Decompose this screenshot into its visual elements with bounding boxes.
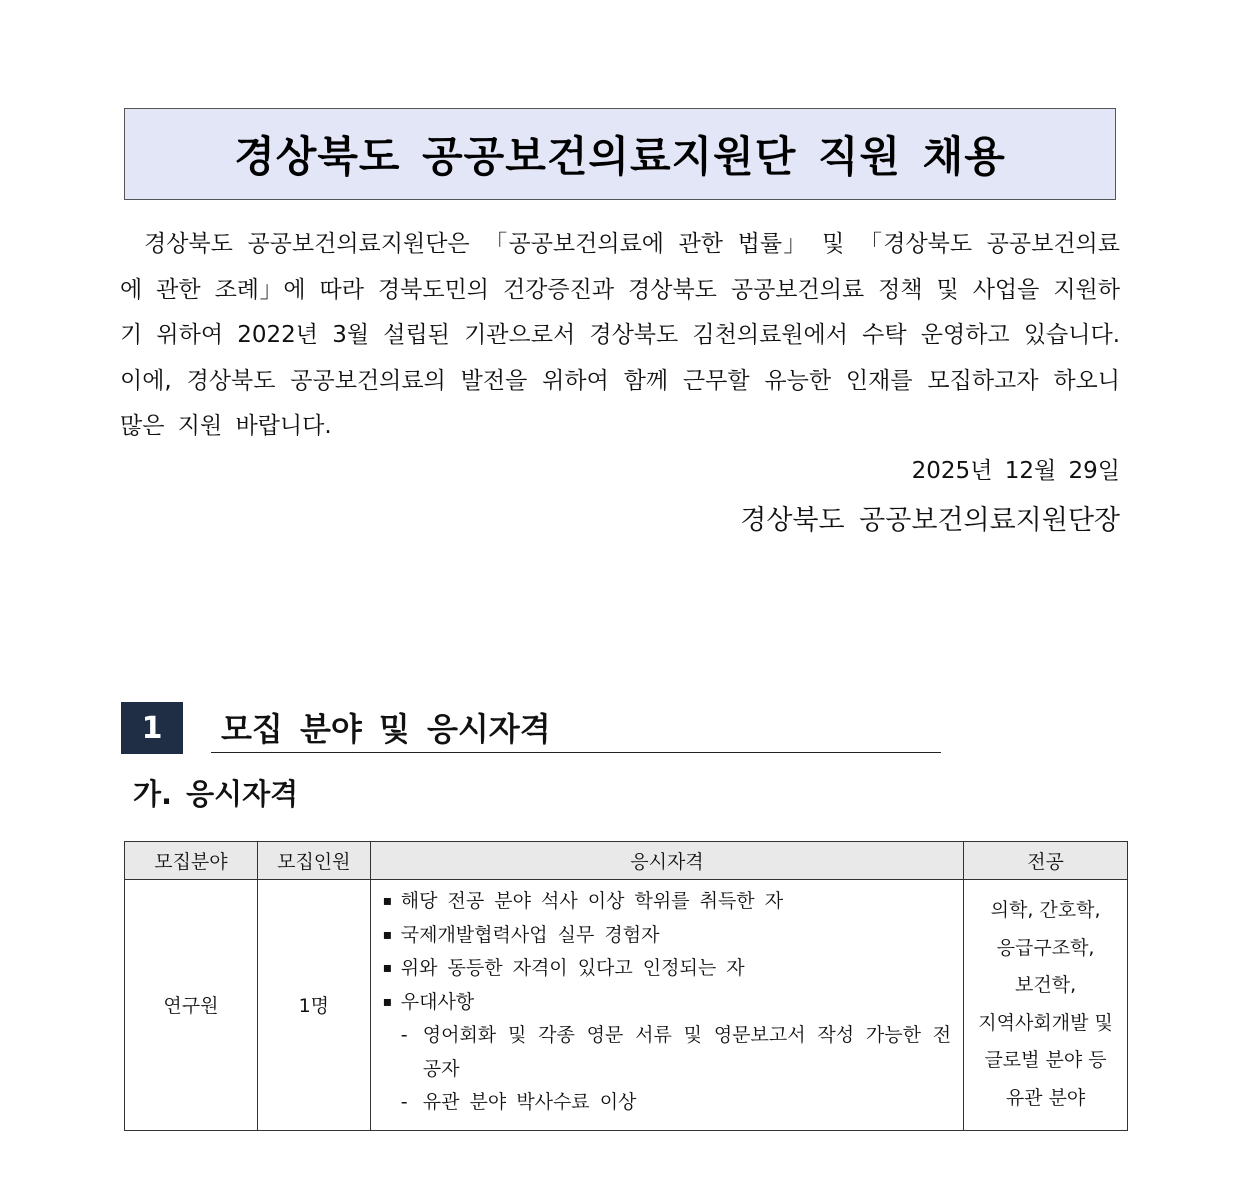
page-title: 경상북도 공공보건의료지원단 직원 채용 [234,132,1006,181]
announcement-date: 2025년 12월 29일 [911,458,1120,484]
cell-count: 1명 [257,880,370,1131]
table-header-row [125,842,1128,880]
section-heading [211,702,941,753]
qualification-item [383,885,951,919]
section-number-badge: 1 [121,702,183,754]
subsection-title: 가. 응시자격 [133,777,299,811]
bullet-icon: ▪ [382,893,393,909]
major-line: 유관 분야 [1005,1086,1086,1109]
major-line: 지역사회개발 및 [978,1011,1113,1034]
dash-icon: - [400,1024,408,1046]
qualification-text: 국제개발협력사업 실무 경험자 [400,923,660,946]
preference-item [383,1086,951,1120]
major-line: 보건학, [1015,974,1077,997]
header-qualification: 응시자격 [370,842,963,880]
preference-item [383,1019,951,1086]
bullet-icon: ▪ [382,960,393,976]
requirements-table [124,841,1128,1131]
cell-majors [964,880,1128,1131]
qualification-item [383,952,951,986]
qualification-item [383,919,951,953]
major-line: 글로벌 분야 등 [984,1049,1107,1072]
header-major: 전공 [964,842,1128,880]
bullet-icon: ▪ [382,993,393,1010]
cell-qualifications [370,880,963,1131]
preference-text: 유관 분야 박사수료 이상 [422,1091,637,1113]
major-line: 응급구조학, [996,936,1095,959]
table-row [125,880,1128,1131]
header-field: 모집분야 [125,842,258,880]
qualification-text: 우대사항 [400,990,475,1013]
intro-paragraph: 경상북도 공공보건의료지원단은 「공공보건의료에 관한 법률」 및 「경상북도 공공보건의료에 관한 조례」에 따라 경북도민의 건강증진과 경상북도 공공보건의료 정책 및 사업을 지원하기 위하여 2022년 3월 설립된 기관으로서 경상북도 김천의료원에서 수탁 운영하고 있습니다. 이에, 경상북도 공공보건의료의 발전을 위하여 함께 근무할 유능한 인재를 모집하고자 하오니 많은 지원 바랍니다. [120,231,1120,439]
dash-icon: - [400,1091,408,1113]
title-box [124,108,1116,200]
signer-name: 경상북도 공공보건의료지원단장 [740,505,1120,536]
qualification-text: 위와 동등한 자격이 있다고 인정되는 자 [400,957,745,979]
qualification-text: 해당 전공 분야 석사 이상 학위를 취득한 자 [400,890,784,912]
qualification-item [383,986,951,1020]
bullet-icon: ▪ [382,926,393,943]
major-line: 의학, 간호학, [990,899,1101,922]
preference-text: 영어회화 및 각종 영문 서류 및 영문보고서 작성 가능한 전공자 [422,1024,952,1080]
section-title: 모집 분야 및 응시자격 [221,710,551,748]
header-count: 모집인원 [257,842,370,880]
cell-field: 연구원 [125,880,258,1131]
